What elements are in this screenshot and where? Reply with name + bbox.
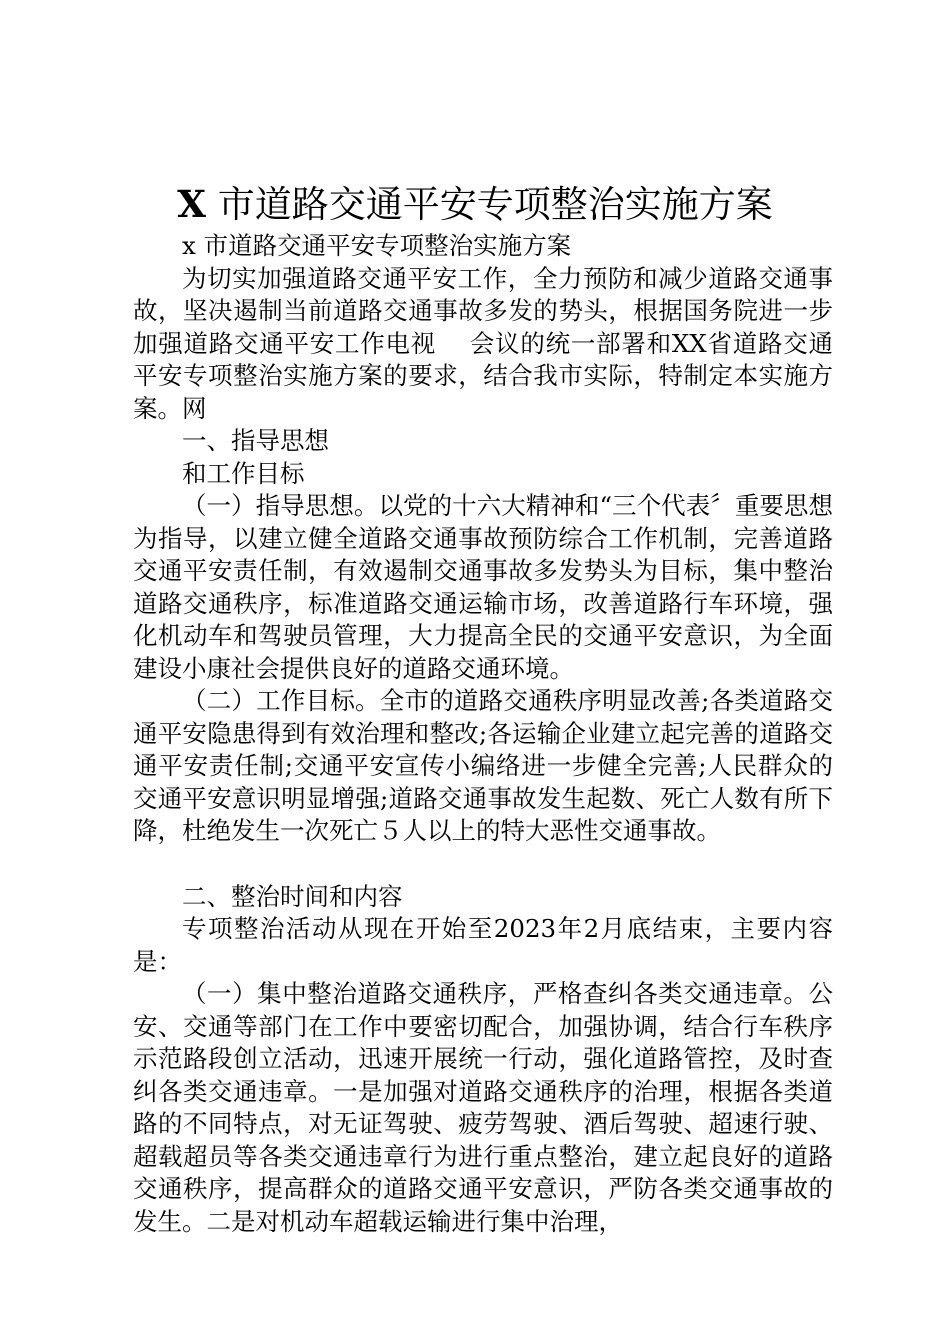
section1-heading-continued: 和工作目标: [182, 458, 305, 488]
paragraph-gap: [133, 848, 833, 881]
document-body: [133, 230, 833, 1238]
section2-item1-paragraph: （一）集中整治道路交通秩序，严格查纠各类交通违章。公安、交通等部门在工作中要密切配合，加强协调，结合行车秩序示范路段创立活动，迅速开展统一行动，强化道路管控，及时查纠各类交通违章。一是加强对道路交通秩序的治理，根据各类道路的不同特点，对无证驾驶、疲劳驾驶、酒后驾驶、超速行驶、超载超员等各类交通违章行为进行重点整治，建立起良好的道路交通秩序，提高群众的道路交通平安意识，严防各类交通事故的发生。二是对机动车超载运输进行集中治理，: [133, 979, 833, 1236]
document-title: [0, 178, 950, 231]
section1-heading: 一、指导思想: [182, 426, 329, 455]
section2-heading: 二、整治时间和内容: [182, 881, 403, 911]
title-prefix: X: [177, 182, 206, 226]
title-text: 市道路交通平安专项整治实施方案: [205, 183, 773, 226]
section2-intro-paragraph: 专项整治活动从现在开始至2023年2月底结束，主要内容是：: [133, 914, 833, 976]
subtitle-paragraph: x 市道路交通平安专项整治实施方案: [182, 231, 572, 260]
section1-item1-paragraph: （一）指导思想。以党的十六大精神和“三个代表〞重要思想为指导，以建立健全道路交通事故预防综合工作机制，完善道路交通平安责任制，有效遏制交通事故多发势头为目标，集中整治道路交通秩序，标准道路交通运输市场，改善道路行车环境，强化机动车和驾驶员管理，大力提高全民的交通平安意识，为全面建设小康社会提供良好的道路交通环境。: [133, 491, 833, 683]
section1-item2-paragraph: （二）工作目标。全市的道路交通秩序明显改善;各类道路交通平安隐患得到有效治理和整改;各运输企业建立起完善的道路交通平安责任制;交通平安宣传小编络进一步健全完善;人民群众的交通平安意识明显增强;道路交通事故发生起数、死亡人数有所下降，杜绝发生一次死亡５人以上的特大恶性交通事故。: [133, 686, 833, 845]
intro-paragraph: 为切实加强道路交通平安工作，全力预防和减少道路交通事故，坚决遏制当前道路交通事故多发的势头，根据国务院进一步加强道路交通平安工作电视 会议的统一部署和XX省道路交通平安专项整治实施方案的要求，结合我市实际，特制定本实施方案。网: [133, 263, 833, 423]
